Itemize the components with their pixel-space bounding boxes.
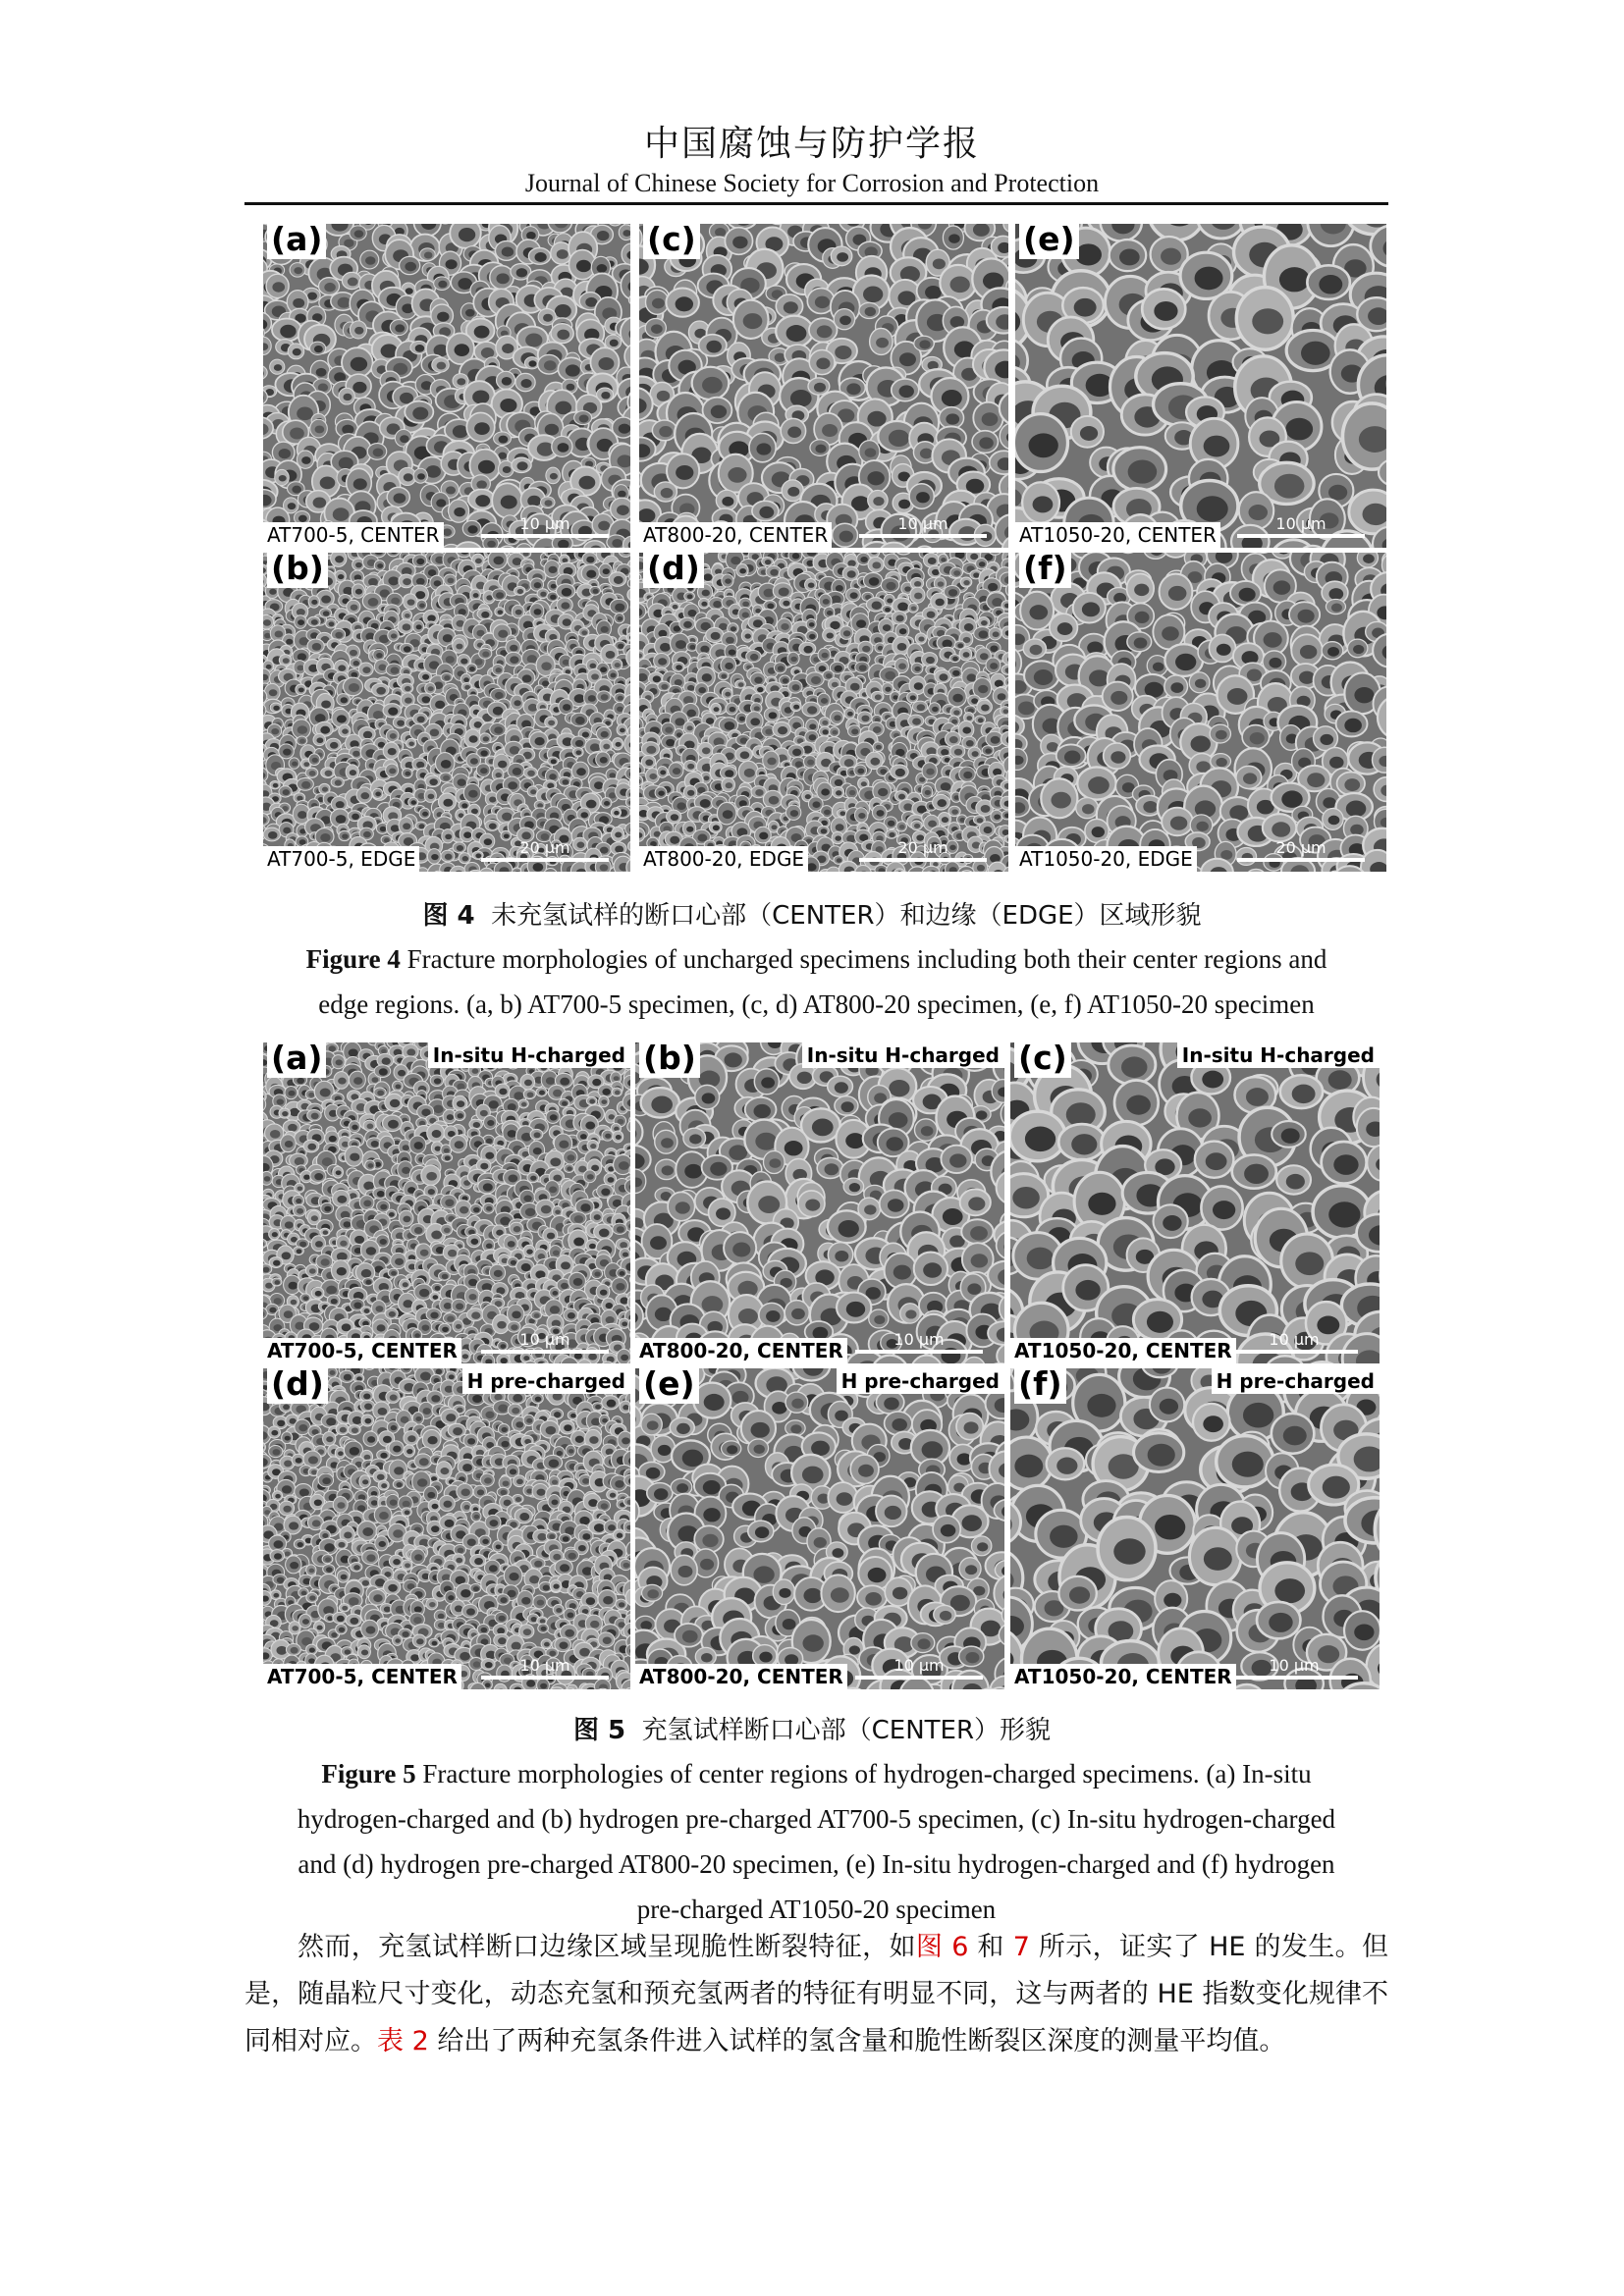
figure-5-caption-en: Figure 5 Fracture morphologies of center regions of hydrogen-charged specimens. (a) In-situ hydrogen-charged and (b) hydrogen pre-charged AT700-5 specimen, (c) In-situ hydrogen-charged and (d) hydrogen pre-charged AT800-20 specimen, (e) In-situ hydrogen-charged and (f) hydrogen pre-charged AT1050-20 specimen bbox=[297, 1759, 1336, 1924]
fig5-panel-d bbox=[263, 1368, 630, 1689]
sem-texture bbox=[1015, 553, 1386, 872]
scale-bar: 10 μm bbox=[481, 1657, 609, 1680]
panel-caption: AT800-20, CENTER bbox=[639, 522, 832, 548]
panel-label: (f) bbox=[1014, 1368, 1066, 1404]
sem-texture bbox=[635, 1368, 1004, 1689]
fig5-panel-e bbox=[635, 1368, 1004, 1689]
fig5-panel-a bbox=[263, 1042, 630, 1363]
body-paragraph: 然而，充氢试样断口边缘区域呈现脆性断裂特征，如图 6 和 7 所示，证实了 HE 的发生。但是，随晶粒尺寸变化，动态充氢和预充氢两者的特征有明显不同，这与两者的 HE 指数变化规律不同相对应。表 2 给出了两种充氢条件进入试样的氢含量和脆性断裂区深度的测量平均值。 bbox=[244, 1932, 1388, 2056]
scale-bar: 10 μm bbox=[859, 515, 987, 538]
scale-bar: 20 μm bbox=[1237, 839, 1365, 862]
figure-4-caption-en: Figure 4 Fracture morphologies of uncharged specimens including both their center regions and edge regions. (a, b) AT700-5 specimen, (c, d) AT800-20 specimen, (e, f) AT1050-20 specimen bbox=[305, 944, 1327, 1019]
fig4-panel-d bbox=[639, 553, 1008, 872]
panel-caption: AT700-5, CENTER bbox=[263, 1664, 461, 1689]
fig5-panel-c bbox=[1010, 1042, 1380, 1363]
fig4-panel-e bbox=[1015, 224, 1386, 548]
panel-label: (e) bbox=[1019, 224, 1079, 259]
panel-label: (f) bbox=[1019, 553, 1071, 588]
figure-6-link[interactable]: 图 6 bbox=[915, 1932, 969, 1962]
panel-label: (b) bbox=[639, 1042, 700, 1078]
journal-title-cn: 中国腐蚀与防护学报 bbox=[643, 124, 980, 164]
panel-caption: AT800-20, CENTER bbox=[635, 1664, 847, 1689]
charging-tag: In-situ H-charged bbox=[428, 1042, 630, 1068]
panel-caption: AT1050-20, CENTER bbox=[1010, 1338, 1236, 1363]
figure-7-link[interactable]: 7 bbox=[1012, 1932, 1030, 1962]
figure-4-caption-cn: 图 4 未充氢试样的断口心部（CENTER）和边缘（EDGE）区域形貌 bbox=[422, 901, 1202, 931]
fig4-panel-b bbox=[263, 553, 630, 872]
sem-texture bbox=[1010, 1042, 1380, 1363]
scale-bar: 10 μm bbox=[481, 1331, 609, 1354]
journal-title-en: Journal of Chinese Society for Corrosion and Protection bbox=[524, 169, 1100, 197]
panel-label: (c) bbox=[643, 224, 700, 259]
charging-tag: H pre-charged bbox=[462, 1368, 630, 1394]
sem-texture bbox=[1015, 224, 1386, 548]
fig5-panel-b bbox=[635, 1042, 1004, 1363]
scale-bar: 10 μm bbox=[1237, 515, 1365, 538]
scale-bar: 10 μm bbox=[1230, 1657, 1358, 1680]
fig4-panel-c bbox=[639, 224, 1008, 548]
sem-texture bbox=[635, 1042, 1004, 1363]
figure-5-caption-cn: 图 5 充氢试样断口心部（CENTER）形貌 bbox=[572, 1716, 1052, 1745]
panel-caption: AT700-5, EDGE bbox=[263, 846, 419, 872]
sem-texture bbox=[639, 553, 1008, 872]
scale-bar: 10 μm bbox=[481, 515, 609, 538]
charging-tag: In-situ H-charged bbox=[802, 1042, 1004, 1068]
panel-caption: AT800-20, EDGE bbox=[639, 846, 808, 872]
charging-tag: In-situ H-charged bbox=[1177, 1042, 1380, 1068]
panel-caption: AT1050-20, EDGE bbox=[1015, 846, 1197, 872]
sem-texture bbox=[263, 553, 630, 872]
fig4-panel-a bbox=[263, 224, 630, 548]
panel-caption: AT700-5, CENTER bbox=[263, 1338, 461, 1363]
charging-tag: H pre-charged bbox=[837, 1368, 1004, 1394]
panel-caption: AT700-5, CENTER bbox=[263, 522, 444, 548]
sem-texture bbox=[263, 1042, 630, 1363]
sem-texture bbox=[639, 224, 1008, 548]
sem-texture bbox=[263, 1368, 630, 1689]
panel-label: (c) bbox=[1014, 1042, 1071, 1078]
scale-bar: 20 μm bbox=[859, 839, 987, 862]
panel-label: (e) bbox=[639, 1368, 699, 1404]
fig5-panel-f bbox=[1010, 1368, 1380, 1689]
panel-caption: AT1050-20, CENTER bbox=[1015, 522, 1220, 548]
panel-label: (a) bbox=[267, 224, 326, 259]
panel-label: (a) bbox=[267, 1042, 326, 1078]
panel-caption: AT1050-20, CENTER bbox=[1010, 1664, 1236, 1689]
panel-label: (b) bbox=[267, 553, 328, 588]
sem-texture bbox=[1010, 1368, 1380, 1689]
fig4-panel-f bbox=[1015, 553, 1386, 872]
scale-bar: 10 μm bbox=[855, 1657, 983, 1680]
scale-bar: 10 μm bbox=[855, 1331, 983, 1354]
charging-tag: H pre-charged bbox=[1212, 1368, 1380, 1394]
panel-caption: AT800-20, CENTER bbox=[635, 1338, 847, 1363]
panel-label: (d) bbox=[267, 1368, 328, 1404]
scale-bar: 20 μm bbox=[481, 839, 609, 862]
header-rule bbox=[244, 202, 1388, 205]
table-2-link[interactable]: 表 2 bbox=[377, 2026, 429, 2056]
sem-texture bbox=[263, 224, 630, 548]
panel-label: (d) bbox=[643, 553, 704, 588]
scale-bar: 10 μm bbox=[1230, 1331, 1358, 1354]
